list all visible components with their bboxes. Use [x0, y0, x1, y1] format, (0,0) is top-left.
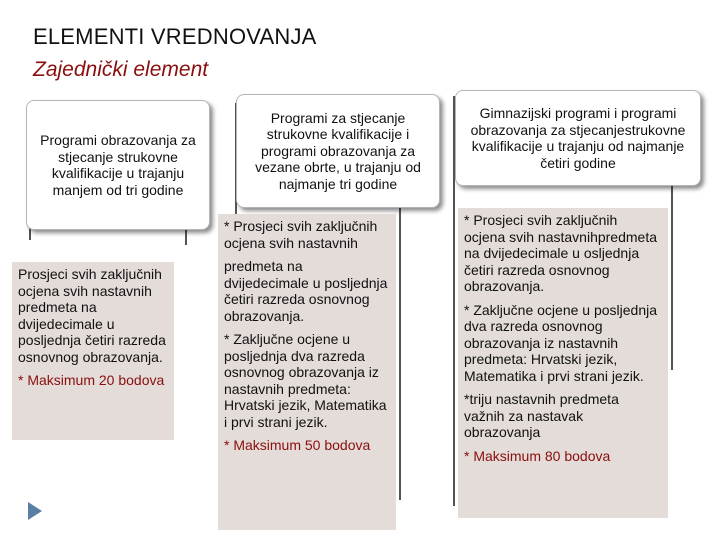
program-box-3 [455, 90, 701, 186]
slide-subtitle: Zajednički element [33, 58, 209, 81]
program-box-2 [236, 94, 440, 208]
maximum-points-3: * Maksimum 80 bodova [464, 447, 611, 464]
criteria-box-1 [12, 262, 174, 440]
criteria-box-3 [458, 208, 668, 518]
criteria-3-item-3: *triju nastavnih predmeta važnih za nastavak obrazovanja [464, 391, 619, 440]
program-label-1: Programi obrazovanja za stjecanje strukovne kvalifikacije u trajanju manjem od tri godine [40, 132, 196, 198]
program-label-3: Gimnazijski programi i programi obrazovanja za stjecanjestrukovne kvalifikacije u trajanju od najmanje četiri godine [470, 105, 686, 171]
criteria-2-item-3: * Zaključne ocjene u posljednja dva razreda osnovnog obrazovanja iz nastavnih predmeta: Hrvatski jezik, Matematika i prvi strani jezik. [224, 331, 387, 430]
criteria-box-2 [218, 214, 396, 530]
criteria-2-item-1: * Prosjeci svih zaključnih ocjena svih nastavnih [224, 218, 378, 251]
criteria-3-item-1: * Prosjeci svih zaključnih ocjena svih nastavnihpredmeta na dvijedecimale u osljednja četiri razreda osnovnog obrazovanja. [464, 212, 658, 294]
maximum-points-1: * Maksimum 20 bodova [18, 372, 165, 388]
next-slide-arrow-icon[interactable] [28, 502, 42, 520]
criteria-3-item-2: * Zaključne ocjene u posljednja dva razreda osnovnog obrazovanja iz nastavnih predmeta: Hrvatski jezik, Matematika i prvi strani jezik. [464, 301, 658, 384]
criteria-2-item-2: predmeta na dvijedecimale u posljednja četiri razreda osnovnog obrazovanja. [224, 258, 388, 324]
criteria-1-item-1: Prosjeci svih zaključnih ocjena svih nastavnih predmeta na dvijedecimale u posljednja četiri razreda osnovnog obrazovanja. [18, 266, 166, 365]
program-label-2: Programi za stjecanje strukovne kvalifikacije i programi obrazovanja za vezane obrte, u trajanju od najmanje tri godine [255, 109, 421, 192]
program-box-1 [26, 100, 210, 230]
slide-title: ELEMENTI VREDNOVANJA [33, 24, 317, 49]
maximum-points-2: * Maksimum 50 bodova [224, 437, 371, 453]
